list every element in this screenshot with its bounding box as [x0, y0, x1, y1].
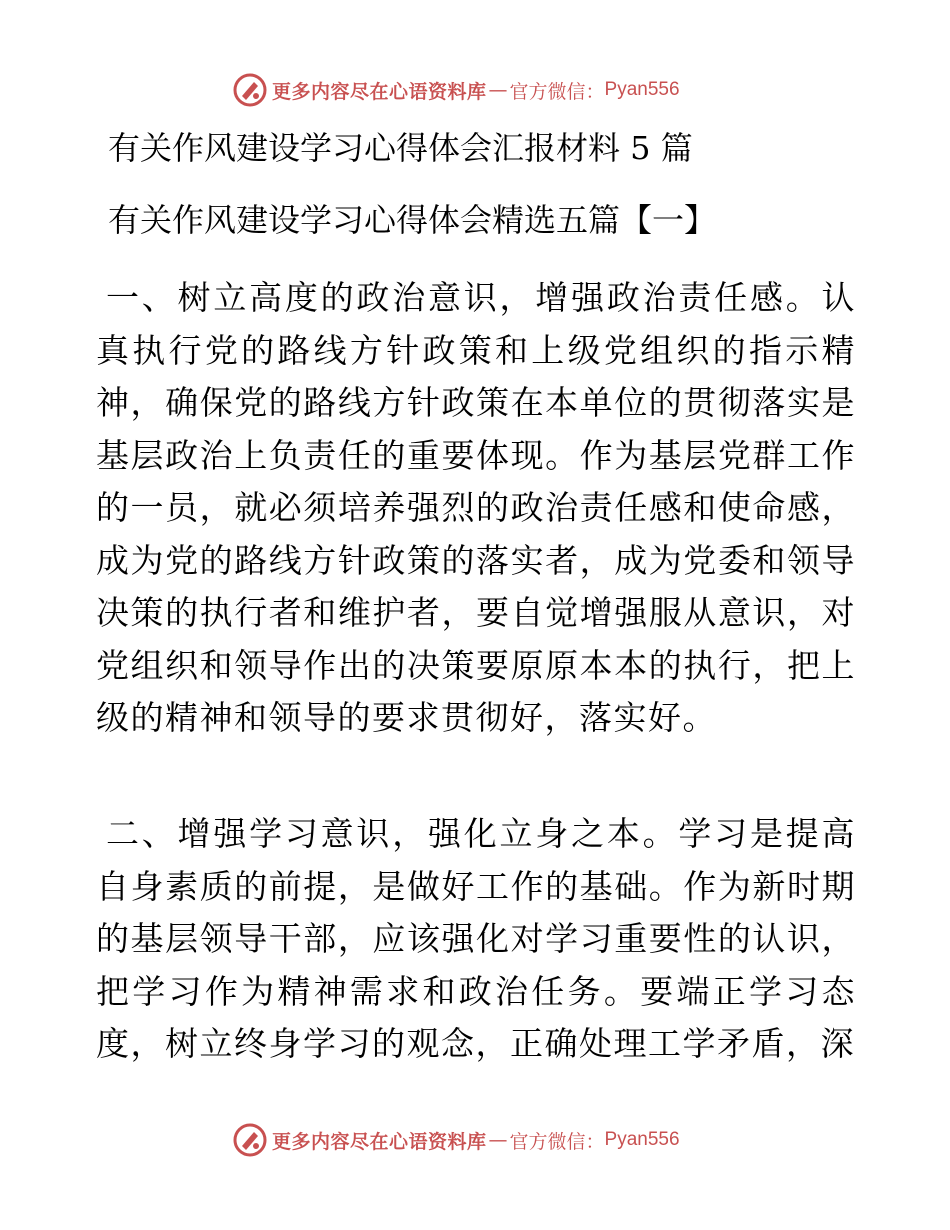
banner-dash: —: [488, 1129, 508, 1151]
banner-site-name: 更多内容尽在心语资料库: [272, 1130, 487, 1153]
banner-wechat-id: Pyan556: [604, 1129, 680, 1150]
header-banner: [232, 70, 680, 110]
paragraph-1: 一、树立高度的政治意识，增强政治责任感。认真执行党的路线方针政策和上级党组织的指示精神，确保党的路线方针政策在本单位的贯彻落实是基层政治上负责任的重要体现。作为基层党群工作的一员，就必须培养强烈的政治责任感和使命感，成为党的路线方针政策的落实者，成为党委和领导决策的执行者和维护者，要自觉增强服从意识，对党组织和领导作出的决策要原原本本的执行，把上级的精神和领导的要求贯彻好，落实好。: [96, 278, 856, 737]
logo-icon: [232, 72, 268, 108]
document-subtitle: 有关作风建设学习心得体会精选五篇【一】: [108, 201, 717, 239]
banner-label: 官方微信：: [509, 80, 605, 103]
paragraph-2: 二、增强学习意识，强化立身之本。学习是提高自身素质的前提，是做好工作的基础。作为新时期的基层领导干部，应该强化对学习重要性的认识，把学习作为精神需求和政治任务。要端正学习态度，树立终身学习的观念，正确处理工学矛盾，深: [96, 814, 856, 1063]
footer-banner: [232, 1120, 680, 1160]
banner-dash: —: [488, 79, 508, 101]
logo-icon: [232, 1122, 268, 1158]
banner-label: 官方微信：: [509, 1130, 605, 1153]
document-title: 有关作风建设学习心得体会汇报材料 5 篇: [108, 129, 693, 167]
banner-site-name: 更多内容尽在心语资料库: [272, 80, 487, 103]
banner-wechat-id: Pyan556: [604, 79, 680, 100]
